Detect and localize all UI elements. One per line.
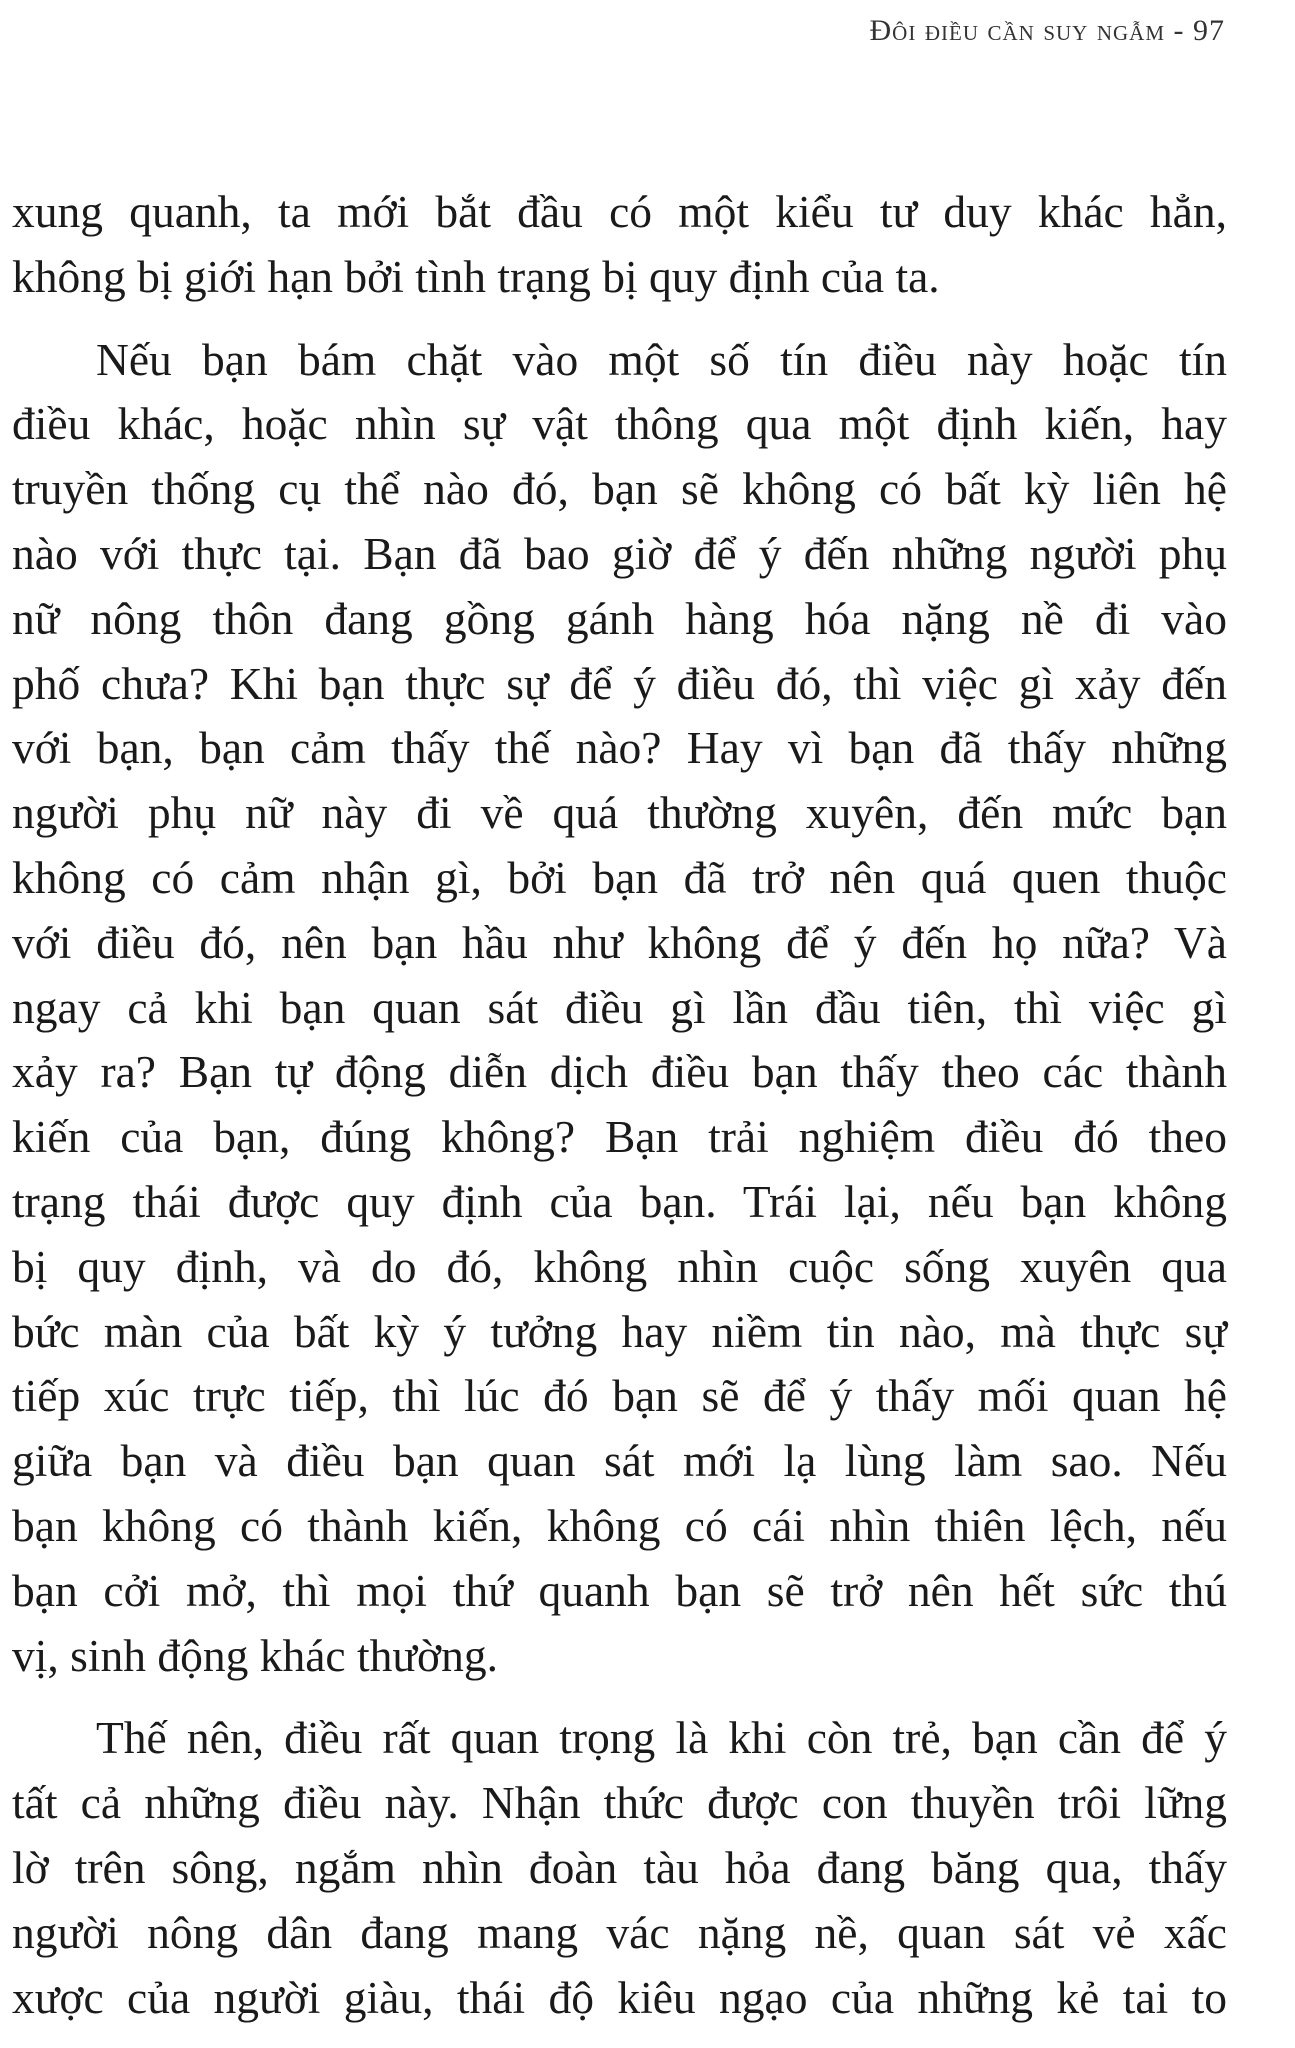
text-line: xược của người giàu, thái độ kiêu ngạo của những kẻ tai to xyxy=(12,1971,1227,2023)
text-line: truyền thống cụ thể nào đó, bạn sẽ không có bất kỳ liên hệ xyxy=(12,463,1227,515)
text-line: nào với thực tại. Bạn đã bao giờ để ý đến những người phụ xyxy=(12,527,1227,579)
text-line: với bạn, bạn cảm thấy thế nào? Hay vì bạn đã thấy những xyxy=(12,722,1227,774)
text-line: lờ trên sông, ngắm nhìn đoàn tàu hỏa đang băng qua, thấy xyxy=(12,1841,1227,1893)
text-line: không bị giới hạn bởi tình trạng bị quy định của ta. xyxy=(12,250,940,302)
text-line: không có cảm nhận gì, bởi bạn đã trở nên quá quen thuộc xyxy=(12,851,1227,903)
paragraph-1 xyxy=(12,180,1227,310)
text-line: người phụ nữ này đi về quá thường xuyên, đến mức bạn xyxy=(12,787,1227,839)
text-line: bị quy định, và do đó, không nhìn cuộc sống xuyên qua xyxy=(12,1240,1227,1292)
paragraph-2 xyxy=(12,328,1227,1689)
text-line: giữa bạn và điều bạn quan sát mới lạ lùng làm sao. Nếu xyxy=(12,1435,1227,1487)
text-line: trạng thái được quy định của bạn. Trái lại, nếu bạn không xyxy=(12,1175,1227,1227)
text-line: kiến của bạn, đúng không? Bạn trải nghiệm điều đó theo xyxy=(12,1111,1227,1163)
text-line: bức màn của bất kỳ ý tưởng hay niềm tin nào, mà thực sự xyxy=(12,1305,1227,1357)
text-line: xảy ra? Bạn tự động diễn dịch điều bạn thấy theo các thành xyxy=(12,1046,1227,1098)
text-line: vị, sinh động khác thường. xyxy=(12,1629,498,1681)
text-line: nữ nông thôn đang gồng gánh hàng hóa nặng nề đi vào xyxy=(12,592,1227,644)
text-line: Nếu bạn bám chặt vào một số tín điều này hoặc tín xyxy=(96,333,1227,385)
text-line: phố chưa? Khi bạn thực sự để ý điều đó, thì việc gì xảy đến xyxy=(12,657,1227,709)
text-line: tất cả những điều này. Nhận thức được con thuyền trôi lững xyxy=(12,1777,1227,1829)
running-header: Đôi điều cần suy ngẫm - 97 xyxy=(869,14,1225,47)
text-line: với điều đó, nên bạn hầu như không để ý đến họ nữa? Và xyxy=(12,916,1227,968)
text-line: tiếp xúc trực tiếp, thì lúc đó bạn sẽ để ý thấy mối quan hệ xyxy=(12,1370,1227,1422)
text-line: Thế nên, điều rất quan trọng là khi còn trẻ, bạn cần để ý xyxy=(96,1712,1227,1764)
text-line: người nông dân đang mang vác nặng nề, quan sát vẻ xấc xyxy=(12,1906,1227,1958)
text-line: ngay cả khi bạn quan sát điều gì lần đầu tiên, thì việc gì xyxy=(12,981,1227,1033)
body-text xyxy=(12,180,1227,2030)
text-line: bạn cởi mở, thì mọi thứ quanh bạn sẽ trở nên hết sức thú xyxy=(12,1564,1227,1616)
text-line: bạn không có thành kiến, không có cái nhìn thiên lệch, nếu xyxy=(12,1499,1227,1551)
text-line: điều khác, hoặc nhìn sự vật thông qua một định kiến, hay xyxy=(12,398,1227,450)
paragraph-3 xyxy=(12,1706,1227,2030)
text-line: xung quanh, ta mới bắt đầu có một kiểu tư duy khác hẳn, xyxy=(12,186,1227,237)
